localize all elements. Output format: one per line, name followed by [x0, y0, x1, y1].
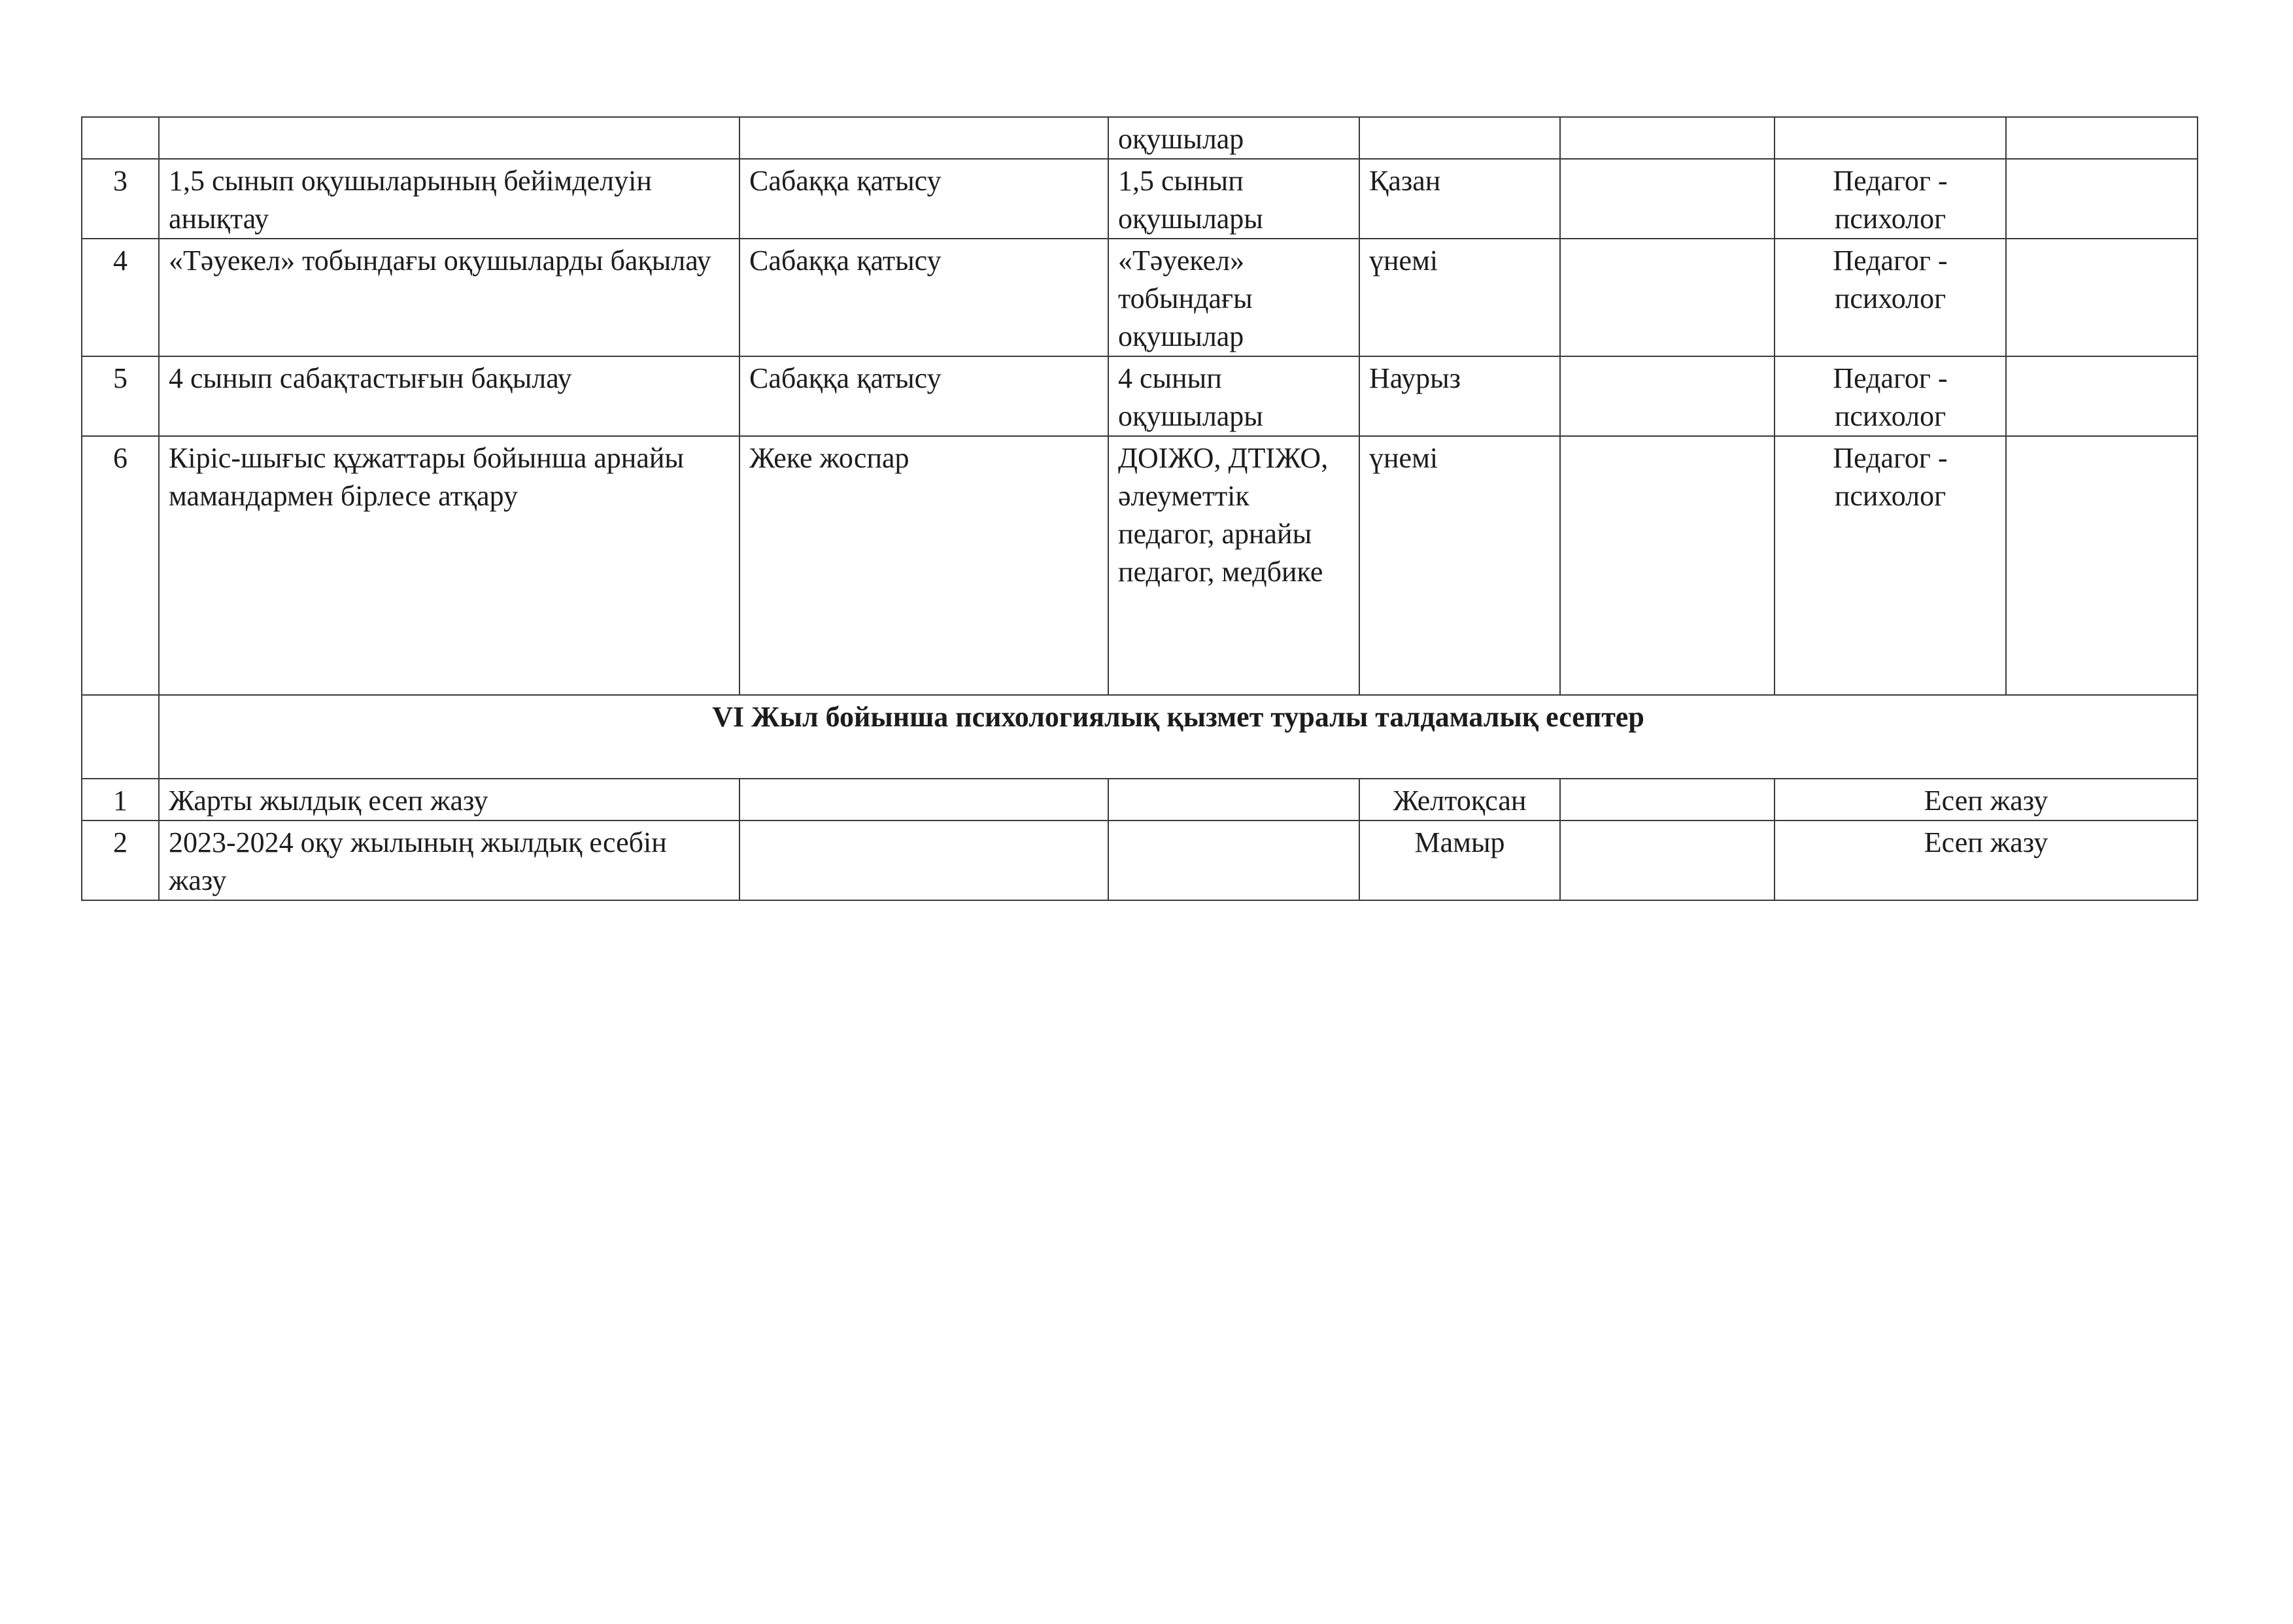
empty-cell [1560, 436, 1775, 695]
section-title: VI Жыл бойынша психологиялық қызмет туралы талдамалық есептер [159, 695, 2198, 779]
responsible-cell: Педагог - психолог [1775, 436, 2006, 695]
target-cell [1108, 820, 1359, 900]
table-row [82, 779, 2198, 820]
note-cell [2006, 239, 2198, 356]
empty-cell [1560, 159, 1775, 239]
row-number-cell: 4 [82, 239, 159, 356]
task-cell: Жарты жылдық есеп жазу [159, 779, 739, 820]
section-header-row [82, 695, 2198, 779]
task-cell: 4 сынып сабақтастығын бақылау [159, 356, 739, 436]
time-cell: Наурыз [1359, 356, 1560, 436]
target-cell: 4 сынып оқушылары [1108, 356, 1359, 436]
form-cell: Сабаққа қатысу [739, 356, 1108, 436]
target-cell: «Тәуекел» тобындағы оқушылар [1108, 239, 1359, 356]
table-row [82, 436, 2198, 695]
form-cell: Сабаққа қатысу [739, 239, 1108, 356]
work-plan-table [81, 116, 2198, 901]
row-number-cell: 2 [82, 820, 159, 900]
form-cell [739, 117, 1108, 159]
form-cell [739, 820, 1108, 900]
note-cell [2006, 436, 2198, 695]
row-number-cell: 1 [82, 779, 159, 820]
result-cell: Есеп жазу [1775, 779, 2198, 820]
time-cell: Қазан [1359, 159, 1560, 239]
row-number-cell: 5 [82, 356, 159, 436]
target-cell: ДОІЖО, ДТІЖО, әлеуметтік педагог, арнайы педагог, медбике [1108, 436, 1359, 695]
empty-cell [1560, 779, 1775, 820]
target-cell: оқушылар [1108, 117, 1359, 159]
empty-cell [1560, 239, 1775, 356]
responsible-cell [1775, 117, 2006, 159]
table-row [82, 356, 2198, 436]
time-cell: үнемі [1359, 239, 1560, 356]
task-cell: 1,5 сынып оқушыларының бейімделуін анықтау [159, 159, 739, 239]
empty-cell [1560, 117, 1775, 159]
empty-cell [1560, 356, 1775, 436]
row-number-cell: 6 [82, 436, 159, 695]
task-cell: 2023-2024 оқу жылының жылдық есебін жазу [159, 820, 739, 900]
time-cell: Мамыр [1359, 820, 1560, 900]
note-cell [2006, 159, 2198, 239]
form-cell [739, 779, 1108, 820]
time-cell: үнемі [1359, 436, 1560, 695]
target-cell: 1,5 сынып оқушылары [1108, 159, 1359, 239]
row-number-cell: 3 [82, 159, 159, 239]
task-cell: Кіріс-шығыс құжаттары бойынша арнайы мамандармен бірлесе атқару [159, 436, 739, 695]
empty-cell [1560, 820, 1775, 900]
form-cell: Сабаққа қатысу [739, 159, 1108, 239]
time-cell: Желтоқсан [1359, 779, 1560, 820]
note-cell [2006, 356, 2198, 436]
task-cell [159, 117, 739, 159]
row-number-cell [82, 117, 159, 159]
table-row [82, 239, 2198, 356]
note-cell [2006, 117, 2198, 159]
task-cell: «Тәуекел» тобындағы оқушыларды бақылау [159, 239, 739, 356]
row-number-cell [82, 695, 159, 779]
target-cell [1108, 779, 1359, 820]
responsible-cell: Педагог - психолог [1775, 356, 2006, 436]
responsible-cell: Педагог - психолог [1775, 159, 2006, 239]
table-row-continuation [82, 117, 2198, 159]
result-cell: Есеп жазу [1775, 820, 2198, 900]
responsible-cell: Педагог - психолог [1775, 239, 2006, 356]
table-row [82, 820, 2198, 900]
form-cell: Жеке жоспар [739, 436, 1108, 695]
time-cell [1359, 117, 1560, 159]
table-row [82, 159, 2198, 239]
